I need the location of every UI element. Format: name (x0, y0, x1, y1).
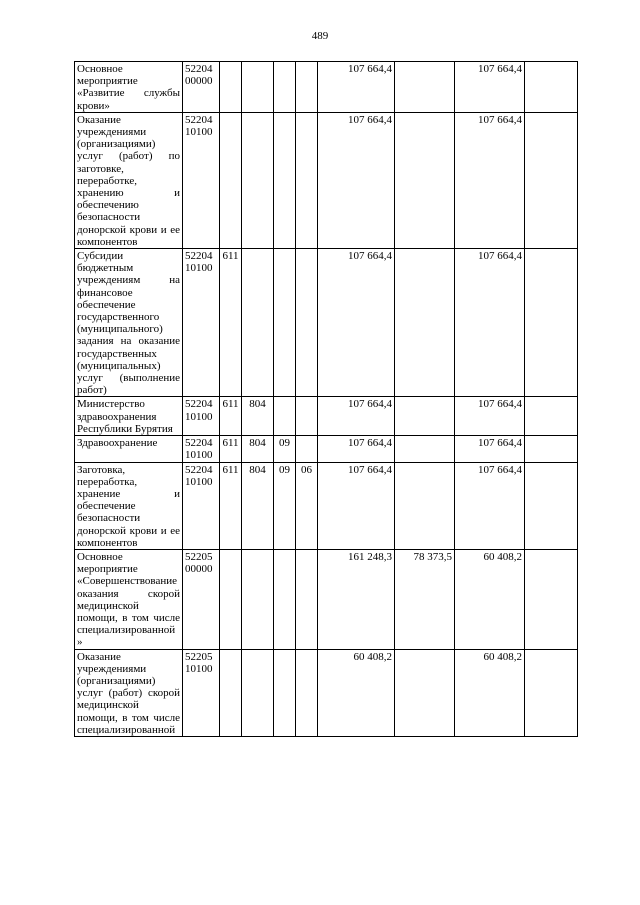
row-program-code: 52205 10100 (183, 649, 220, 736)
row-subsection (296, 62, 318, 113)
row-expense-type (220, 649, 242, 736)
row-description: Здравоохранение (75, 436, 183, 462)
row-ministry-code (242, 649, 274, 736)
row-subsection: 06 (296, 462, 318, 549)
row-amount-federal (395, 462, 455, 549)
row-amount-total: 161 248,3 (318, 549, 395, 649)
row-program-code: 52204 10100 (183, 249, 220, 397)
row-section (274, 549, 296, 649)
row-program-code: 52204 10100 (183, 112, 220, 248)
row-expense-type (220, 549, 242, 649)
row-amount-republic: 107 664,4 (455, 249, 525, 397)
row-ministry-code (242, 62, 274, 113)
row-amount-federal (395, 112, 455, 248)
table-row (75, 649, 578, 736)
row-subsection (296, 649, 318, 736)
row-amount-total: 107 664,4 (318, 249, 395, 397)
row-description: Основное мероприятие «Совершенствование оказания скорой медицинской помощи, в том числе специализированной» (75, 549, 183, 649)
table-row (75, 462, 578, 549)
table-row (75, 549, 578, 649)
row-program-code: 52205 00000 (183, 549, 220, 649)
row-program-code: 52204 10100 (183, 436, 220, 462)
row-expense-type: 611 (220, 462, 242, 549)
row-amount-other (525, 549, 578, 649)
row-description: Основное мероприятие «Развитие службы крови» (75, 62, 183, 113)
row-program-code: 52204 10100 (183, 462, 220, 549)
row-description: Заготовка, переработка, хранение и обеспечение безопасности донорской крови и ее компонентов (75, 462, 183, 549)
row-description: Оказание учреждениями (организациями) услуг (работ) по заготовке, переработке, хранению и обеспечению безопасности донорской крови и ее компонентов (75, 112, 183, 248)
table-row (75, 249, 578, 397)
row-section (274, 397, 296, 436)
row-amount-total: 107 664,4 (318, 462, 395, 549)
row-amount-federal (395, 649, 455, 736)
table-row (75, 112, 578, 248)
row-description: Оказание учреждениями (организациями) услуг (работ) скорой медицинской помощи, в том числе специализированной (75, 649, 183, 736)
row-ministry-code: 804 (242, 397, 274, 436)
row-amount-other (525, 112, 578, 248)
row-amount-other (525, 462, 578, 549)
row-amount-other (525, 62, 578, 113)
row-amount-other (525, 649, 578, 736)
budget-table (74, 61, 578, 737)
row-amount-federal (395, 436, 455, 462)
page-number: 489 (311, 30, 329, 42)
row-expense-type: 611 (220, 436, 242, 462)
row-amount-total: 107 664,4 (318, 436, 395, 462)
row-amount-republic: 107 664,4 (455, 397, 525, 436)
row-subsection (296, 436, 318, 462)
row-amount-republic: 107 664,4 (455, 62, 525, 113)
row-subsection (296, 397, 318, 436)
row-expense-type: 611 (220, 249, 242, 397)
row-amount-other (525, 436, 578, 462)
row-amount-republic: 107 664,4 (455, 436, 525, 462)
row-ministry-code (242, 249, 274, 397)
row-expense-type (220, 112, 242, 248)
row-subsection (296, 249, 318, 397)
row-amount-republic: 107 664,4 (455, 112, 525, 248)
row-amount-other (525, 249, 578, 397)
table-row (75, 62, 578, 113)
row-amount-total: 107 664,4 (318, 62, 395, 113)
row-amount-total: 107 664,4 (318, 112, 395, 248)
row-subsection (296, 549, 318, 649)
row-expense-type (220, 62, 242, 113)
row-amount-republic: 107 664,4 (455, 462, 525, 549)
row-expense-type: 611 (220, 397, 242, 436)
row-ministry-code: 804 (242, 436, 274, 462)
row-section: 09 (274, 462, 296, 549)
row-amount-total: 107 664,4 (318, 397, 395, 436)
row-ministry-code (242, 112, 274, 248)
row-section (274, 249, 296, 397)
row-amount-total: 60 408,2 (318, 649, 395, 736)
row-amount-federal (395, 249, 455, 397)
row-amount-republic: 60 408,2 (455, 649, 525, 736)
row-section (274, 62, 296, 113)
row-amount-federal (395, 397, 455, 436)
row-amount-other (525, 397, 578, 436)
table-body (75, 62, 578, 737)
row-description: Субсидии бюджетным учреждениям на финансовое обеспечение государственного (муниципального) задания на оказание государственных (муниципальных) услуг (выполнение работ) (75, 249, 183, 397)
row-description: Министерство здравоохранения Республики Бурятия (75, 397, 183, 436)
table-row (75, 436, 578, 462)
row-section: 09 (274, 436, 296, 462)
row-amount-republic: 60 408,2 (455, 549, 525, 649)
row-amount-federal: 78 373,5 (395, 549, 455, 649)
table-row (75, 397, 578, 436)
row-program-code: 52204 10100 (183, 397, 220, 436)
row-section (274, 649, 296, 736)
row-ministry-code: 804 (242, 462, 274, 549)
row-subsection (296, 112, 318, 248)
row-ministry-code (242, 549, 274, 649)
row-section (274, 112, 296, 248)
row-program-code: 52204 00000 (183, 62, 220, 113)
row-amount-federal (395, 62, 455, 113)
